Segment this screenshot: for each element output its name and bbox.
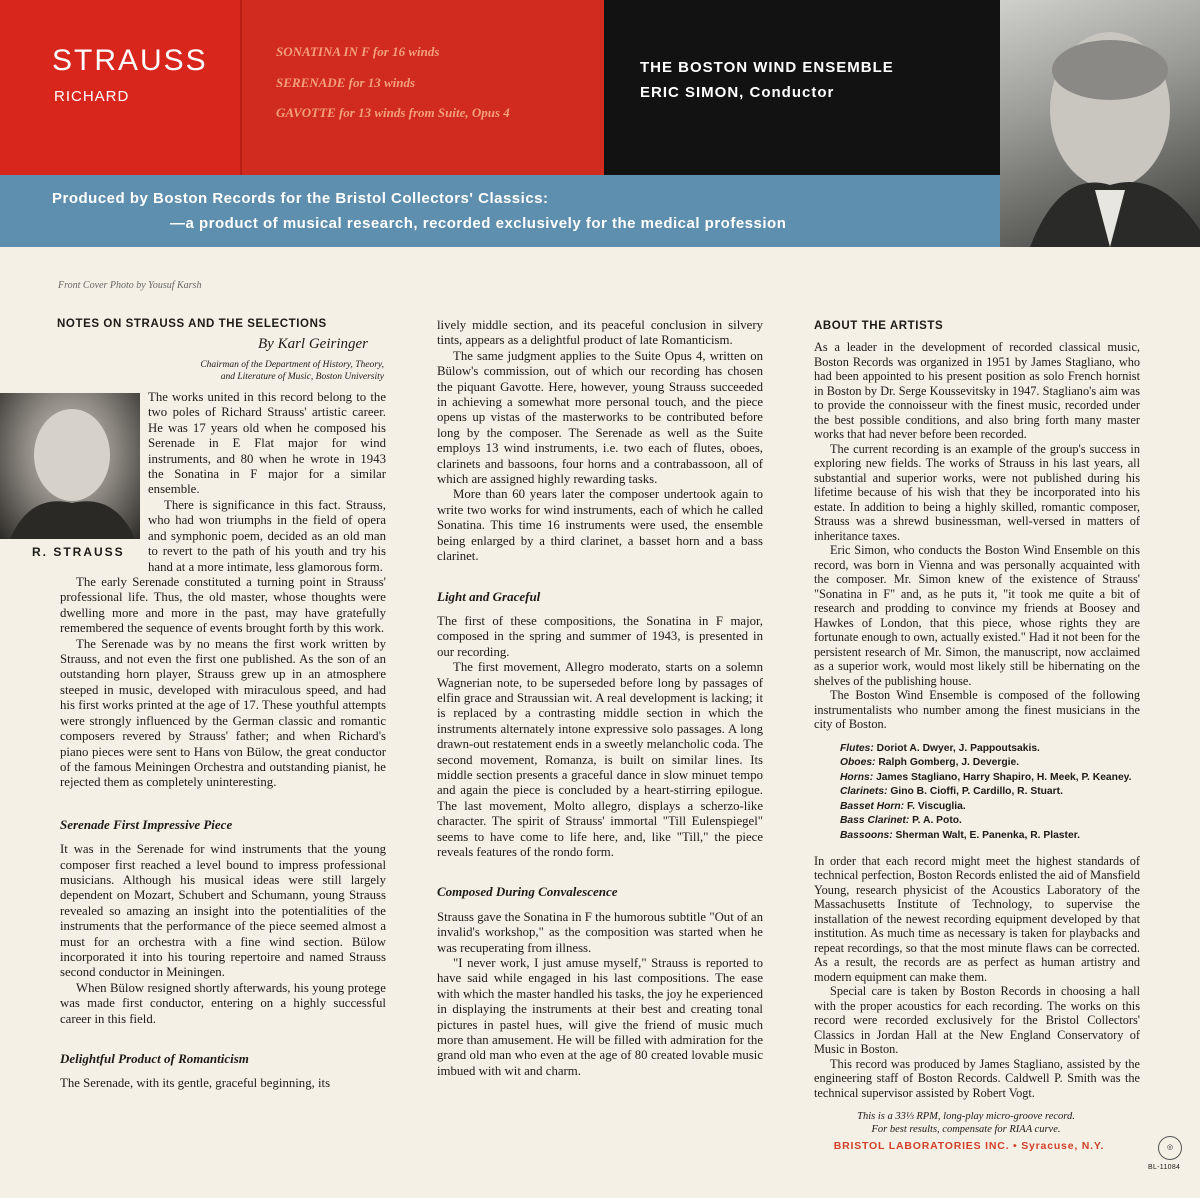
footer-line-2: For best results, compensate for RIAA curve. (871, 1124, 1061, 1135)
artists-heading: ABOUT THE ARTISTS (814, 320, 944, 332)
banner-line-1: Produced by Boston Records for the Bristol Collectors' Classics: (52, 190, 549, 207)
notes-subheading-4: Composed During Convalescence (437, 884, 618, 900)
notes-intro-paragraph-2: There is significance in this fact. Strauss, who had won triumphs in the field of opera and symphonic poem, decided as an old man to revert to the path of his youth and try his hand at a more intimate, less glamorous form. (148, 498, 386, 574)
notes-column-2 (437, 318, 763, 1079)
notes-intro-block (148, 390, 386, 498)
footer-line-1: This is a 33⅓ RPM, long-play micro-groove record. (857, 1111, 1075, 1122)
notes-paragraph-9: The first of these compositions, the Sonatina in F major, composed in the spring and summer of 1943, is presented in our recording. (437, 613, 763, 659)
notes-paragraph-6: lively middle section, and its peaceful conclusion in silvery tints, appears as a delightful product of late Romanticism. (437, 318, 763, 348)
header-ensemble-panel (604, 0, 1000, 175)
notes-column-1 (60, 498, 386, 1092)
header-composer-panel (0, 0, 240, 175)
notes-paragraph-3: It was in the Serenade for wind instruments that the young composer first reached a level bound to impress professional musicians. Although his musical ideas were still largely dependent on Mozart, Schubert and Schumann, young Strauss revealed so amazing an insight into the potentialities of the instruments that the performance of the piece seemed almost a must for an orchestra with a fine wind section. Bülow incorporated it into his touring repertoire and named Strauss second conductor in Meiningen. (60, 842, 386, 980)
composer-first-name: RICHARD (54, 88, 130, 105)
notes-paragraph-7: The same judgment applies to the Suite Opus 4, written on Bülow's commission, out of which our recording has chosen the piquant Gavotte. Here, however, young Strauss succeeded in achieving a somewhat more personal touch, and the piece opens up vistas of the masterworks to be contributed before long by the composer. The Serenade as well as the Suite employs 13 wind instruments, i.e. two each of flutes, oboes, clarinets and bassoons, four horns and a contrabassoon, all of which are assigned highly rewarding tasks. (437, 348, 763, 487)
notes-paragraph-8: More than 60 years later the composer undertook again to write two works for wind instruments, each of which he called Sonatina. This time 16 instruments were used, the ensemble being enlarged by a third clarinet, a basset horn and a bass clarinet. (437, 487, 763, 564)
notes-paragraph-4: When Bülow resigned shortly afterwards, his young protege was made first conductor, entering on a highly successful career in this field. (60, 980, 386, 1026)
notes-paragraph-5: The Serenade, with its gentle, graceful beginning, its (60, 1076, 331, 1091)
work-title-1: SONATINA IN F for 16 winds (276, 44, 440, 59)
ensemble-name: THE BOSTON WIND ENSEMBLE (640, 59, 894, 76)
roster-flutes: Flutes: Doriot A. Dwyer, J. Pappoutsakis. (840, 742, 1040, 754)
photo-credit: Front Cover Photo by Yousuf Karsh (58, 280, 202, 291)
conductor-portrait-illustration (1000, 0, 1200, 247)
artists-paragraph-4: The Boston Wind Ensemble is composed of the following instrumentalists who number among the finest musicians in the city of Boston. (814, 688, 1140, 731)
notes-subheading-2: Delightful Product of Romanticism (60, 1051, 249, 1066)
conductor-name: ERIC SIMON, Conductor (640, 84, 835, 101)
notes-affiliation (170, 359, 384, 383)
notes-subheading-3: Light and Graceful (437, 588, 541, 604)
roster-basset-horn: Basset Horn: F. Viscuglia. (840, 800, 966, 812)
roster-bass-clarinet: Bass Clarinet: P. A. Poto. (840, 815, 962, 827)
notes-paragraph-1: The early Serenade constituted a turning point in Strauss' professional life. Thus, the old master, whose thoughts were dwelling more and more in the past, may have gratefully remembered the sequence of events brought forth by this work. (60, 575, 386, 636)
portrait-label: R. STRAUSS (32, 545, 125, 559)
ensemble-roster (840, 742, 1140, 844)
notes-paragraph-10: The first movement, Allegro moderato, starts on a solemn Wagnerian note, to be superseded before long by passages of elfin grace and Straussian wit. A real development is lacking; it is replaced by a contrasting middle section in which the instruments alternately intone expressive solo passages. A long drawn-out restatement ends in a sweetly melancholic coda. The second movement, Romanza, is built on similar lines. Its middle section presents a graceful dance in slow minuet tempo and again the piece is concluded by a heart-stirring epilogue. The last movement, Molto allegro, displays a scherzo-like character. The spirit of Strauss' immortal "Till Eulenspiegel" seems to have come to life here, and, like "Till," the piece reveals features of the rondo form. (437, 660, 763, 859)
artists-paragraph-2: The current recording is an example of the group's success in exploring new fields. The works of Strauss in his last years, all substantial and superior works, were not published during his lifetime because of his wish that they be incorporated into his estate. In addition to being a highly skilled, romantic composer, Strauss was a shrewd businessman, well-versed in matters of inheritance taxes. (814, 441, 1140, 543)
footer-company: BRISTOL LABORATORIES INC. • Syracuse, N.Y. (833, 1140, 1105, 1152)
artists-paragraph-3: Eric Simon, who conducts the Boston Wind Ensemble on this record, was born in Vienna and was personally acquainted with the composer. Mr. Simon knew of the existence of Strauss' "Sonatina in F" and, as he puts it, "it took me quite a bit of research and prodding to convince my friends at Boosey and Hawkes of London, that this piece, whose rights they are fortunate enough to own, actually existed." Had it not been for the persistent research of Mr. Simon, the manuscript, now acclaimed as a superior work, would most likely still be hibernating on the shelves of the publishing house. (814, 543, 1140, 688)
header-banner (0, 175, 1000, 247)
roster-oboes: Oboes: Ralph Gomberg, J. Devergie. (840, 757, 1020, 769)
roster-horns: Horns: James Stagliano, Harry Shapiro, H. Meek, P. Keaney. (840, 771, 1132, 783)
banner-line-2: —a product of musical research, recorded exclusively for the medical profession (170, 215, 787, 232)
notes-subheading-1: Serenade First Impressive Piece (60, 816, 233, 832)
notes-paragraph-2: The Serenade was by no means the first work written by Strauss, and not even the first one published. As the son of an outstanding horn player, Strauss grew up in an atmosphere steeped in music, developed with miraculous speed, and had his first works printed at the age of 17. These youthful attempts were strongly influenced by the German classic and romantic composers revered by Strauss' father; and when Richard's piano pieces were sent to Hans von Bülow, the great conductor of the famous Meiningen Orchestra and outstanding pianist, he rejected them as completely uninteresting. (60, 636, 386, 790)
work-title-2: SERENADE for 13 winds (276, 75, 416, 90)
roster-clarinets: Clarinets: Gino B. Cioffi, P. Cardillo, R. Stuart. (840, 786, 1063, 798)
footer-rpm-note (816, 1110, 1116, 1136)
artists-paragraph-1: As a leader in the development of recorded classical music, Boston Records was organized in 1951 by James Stagliano, who had been appointed to his present position as solo French hornist in Boston by Dr. Serge Koussevitsky in 1947. Stagliano's aim was to provide the connoisseur with the finest music, recorded under the best possible conditions, and also bring forth many master works that had never before been recorded. (814, 340, 1140, 441)
artists-paragraph-7: This record was produced by James Stagliano, assisted by the engineering staff of Boston Records. Caldwell P. Smith was the technical supervisor assisted by Robert Vogt. (814, 1056, 1140, 1100)
bristol-logo-icon: ◎ (1158, 1136, 1182, 1160)
notes-intro-paragraph-1: The works united in this record belong to the two poles of Richard Strauss' artistic career. He was 17 years old when he composed his Serenade in E Flat major for wind instruments, and 80 when he wrote in 1943 the Sonatina in F major for a similar ensemble. (148, 390, 386, 497)
artists-column (814, 340, 1140, 1100)
notes-paragraph-11: Strauss gave the Sonatina in F the humorous subtitle "Out of an invalid's workshop," as the composition was started when he was recuperating from illness. (437, 909, 763, 955)
artists-paragraph-5: In order that each record might meet the highest standards of technical perfection, Boston Records enlisted the aid of Mansfield Young, research physicist of the Acoustics Laboratory of the Massachusetts Institute of Technology, to supervise the installation of the newest recording equipment developed by that institution. As much time as necessary is taken for playbacks and repeat recordings, so that the most minute flaws can be corrected. As a result, the records are as perfect as human artistry and modern equipment can make them. (814, 853, 1140, 984)
notes-paragraph-12: "I never work, I just amuse myself," Strauss is reported to have said while engaged in his last compositions. The ease with which the master handled his tasks, the joy he experienced in displaying the instruments at their best and creating tonal pictures in pastel hues, will give the friend of music much more than amusement. He will be filled with admiration for the grand old man who even at the age of 80 created lovable music imbued with wit and charm. (437, 956, 763, 1078)
catalog-number: BL-11084 (1148, 1164, 1181, 1171)
roster-bassoons: Bassoons: Sherman Walt, E. Panenka, R. Plaster. (840, 830, 1080, 842)
notes-byline: By Karl Geiringer (258, 336, 368, 352)
artists-paragraph-6: Special care is taken by Boston Records in choosing a hall with the proper acoustics for each recording. The works on this record were recorded exclusively for the Bristol Collectors' Classics in Jordan Hall at the New England Conservatory of Music in Boston. (814, 984, 1140, 1057)
conductor-photo (1000, 0, 1200, 247)
affiliation-line-2: and Literature of Music, Boston University (220, 372, 384, 382)
header-works-panel (240, 0, 606, 175)
work-title-3: GAVOTTE for 13 winds from Suite, Opus 4 (276, 105, 510, 120)
composer-last-name: STRAUSS (52, 44, 208, 77)
affiliation-line-1: Chairman of the Department of History, Theory, (200, 360, 384, 370)
notes-heading: NOTES ON STRAUSS AND THE SELECTIONS (57, 318, 327, 330)
